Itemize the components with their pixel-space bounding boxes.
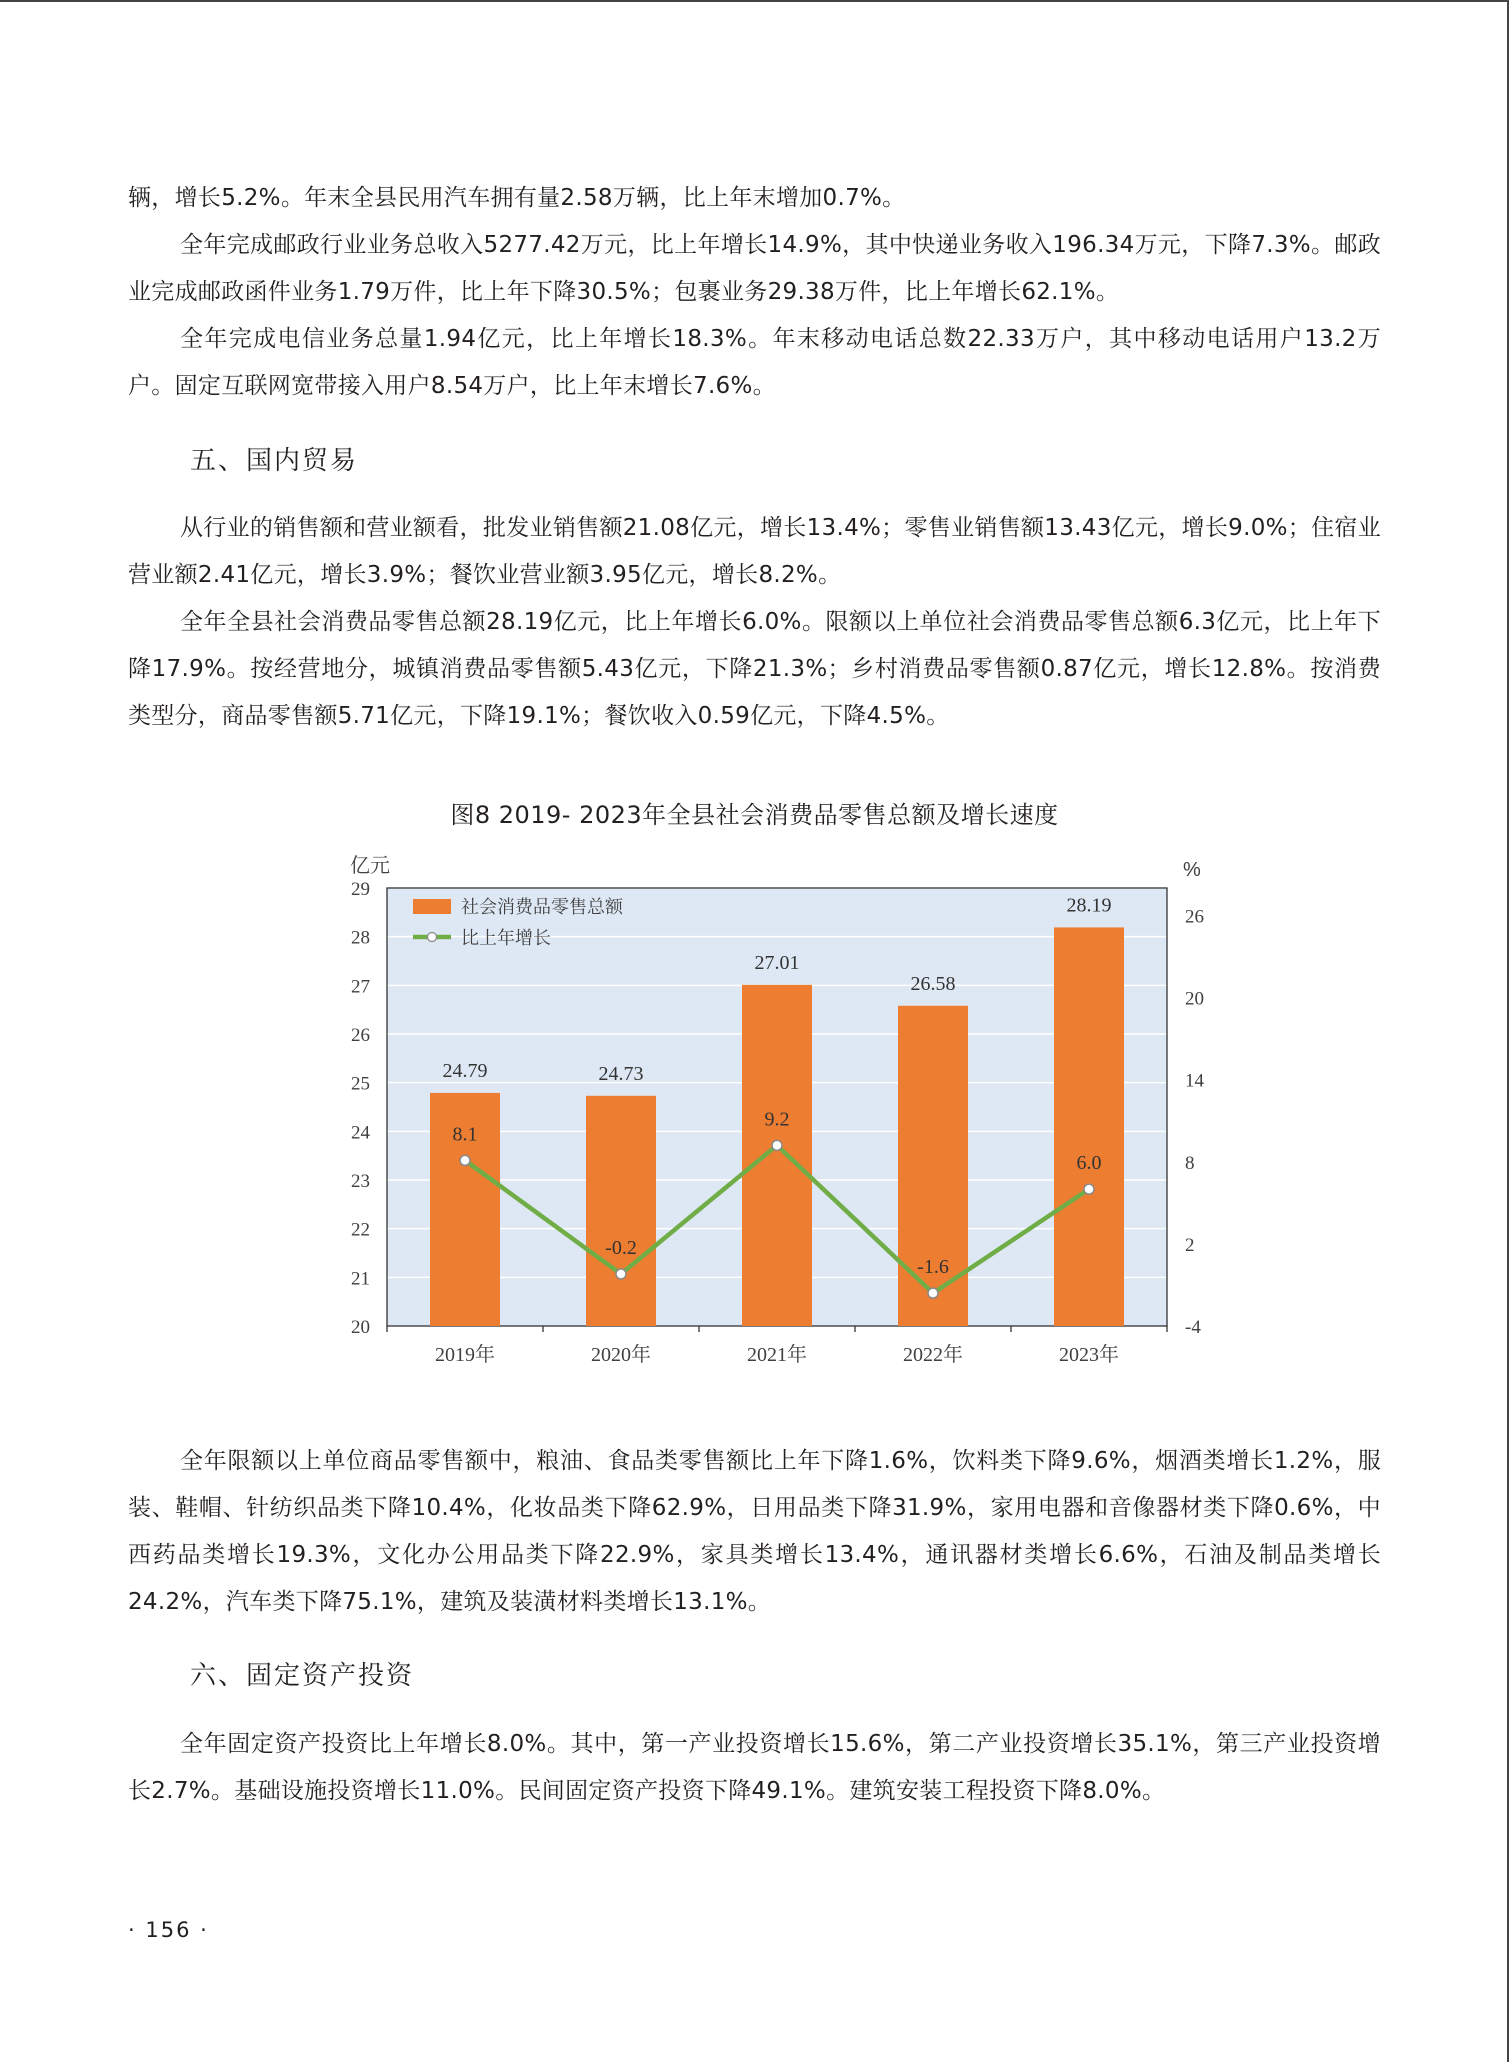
- growth-value-label: 9.2: [764, 1108, 790, 1131]
- right-axis-tick-label: 20: [1185, 988, 1204, 1010]
- bar-value-label: 26.58: [910, 972, 956, 995]
- legend-line-marker: [428, 933, 437, 942]
- x-axis-category-label: 2022年: [903, 1344, 963, 1366]
- bar-value-label: 27.01: [754, 951, 800, 974]
- paragraph-fixed-asset-investment: 全年固定资产投资比上年增长8.0%。其中，第一产业投资增长15.6%，第二产业投资增长35.1%，第三产业投资增长2.7%。基础设施投资增长11.0%。民间固定资产投资下降49.1%。建筑安装工程投资下降8.0%。: [128, 1731, 1381, 1804]
- left-axis-tick-label: 23: [351, 1171, 370, 1192]
- left-axis-tick-label: 22: [351, 1219, 370, 1241]
- paragraph-commodity-categories: 全年限额以上单位商品零售额中，粮油、食品类零售额比上年下降1.6%，饮料类下降9.6%，烟酒类增长1.2%，服装、鞋帽、针纺织品类下降10.4%，化妆品类下降62.9%，日用品类下降31.9%，家用电器和音像器材类下降0.6%，中西药品类增长19.3%，文化办公用品类下降22.9%，家具类增长13.4%，通讯器材类增长6.6%，石油及制品类增长24.2%，汽车类下降75.1%，建筑及装潢材料类增长13.1%。: [128, 1448, 1381, 1615]
- bar-value-label: 24.79: [442, 1059, 488, 1082]
- left-axis-tick-label: 26: [351, 1025, 370, 1046]
- growth-point-2023年: [1084, 1184, 1094, 1194]
- legend-bar-swatch: [413, 899, 451, 914]
- growth-value-label: 8.1: [452, 1123, 478, 1146]
- x-axis-category-label: 2021年: [747, 1344, 807, 1366]
- section-heading-fixed-asset-investment: 六、固定资产投资: [190, 1661, 415, 1691]
- bar-2021年: [742, 985, 812, 1326]
- legend-line-label: 比上年增长: [461, 928, 551, 948]
- paragraph-telecom: 全年完成电信业务总量1.94亿元，比上年增长18.3%。年末移动电话总数22.33万户，其中移动电话用户13.2万户。固定互联网宽带接入用户8.54万户，比上年末增长7.6%。: [128, 326, 1381, 399]
- bar-value-label: 24.73: [598, 1062, 644, 1085]
- legend-bar-label: 社会消费品零售总额: [461, 897, 623, 917]
- x-axis-category-label: 2023年: [1059, 1344, 1119, 1366]
- growth-point-2022年: [928, 1288, 938, 1298]
- right-axis-unit: %: [1183, 859, 1201, 881]
- right-axis-tick-label: -4: [1185, 1317, 1201, 1338]
- bar-2023年: [1054, 927, 1124, 1326]
- bar-2020年: [586, 1096, 656, 1326]
- figure-title: 图8 2019- 2023年全县社会消费品零售总额及增长速度: [450, 801, 1059, 829]
- left-axis-tick-label: 27: [351, 976, 370, 998]
- bar-value-label: 28.19: [1066, 894, 1112, 917]
- growth-point-2019年: [460, 1155, 470, 1165]
- right-axis-tick-label: 14: [1185, 1070, 1204, 1092]
- right-axis-tick-label: 8: [1185, 1152, 1195, 1174]
- paragraph-postal: 全年完成邮政行业业务总收入5277.42万元，比上年增长14.9%，其中快递业务收入196.34万元，下降7.3%。邮政业完成邮政函件业务1.79万件，比上年下降30.5%；包裹业务29.38万件，比上年增长62.1%。: [128, 232, 1381, 305]
- page-number: · 156 ·: [128, 1918, 209, 1942]
- growth-value-label: -0.2: [605, 1236, 637, 1259]
- left-axis-tick-label: 25: [351, 1073, 370, 1095]
- growth-value-label: 6.0: [1076, 1152, 1102, 1175]
- right-axis-tick-label: 2: [1185, 1234, 1195, 1256]
- left-axis-tick-label: 28: [351, 927, 370, 949]
- paragraph-retail-sales: 全年全县社会消费品零售总额28.19亿元，比上年增长6.0%。限额以上单位社会消费品零售总额6.3亿元，比上年下降17.9%。按经营地分，城镇消费品零售额5.43亿元，下降21.3%；乡村消费品零售额0.87亿元，增长12.8%。按消费类型分，商品零售额5.71亿元，下降19.1%；餐饮收入0.59亿元，下降4.5%。: [128, 609, 1381, 729]
- growth-value-label: -1.6: [917, 1256, 949, 1279]
- paragraph-vehicles: 辆，增长5.2%。年末全县民用汽车拥有量2.58万辆，比上年末增加0.7%。: [128, 185, 906, 211]
- growth-point-2021年: [772, 1140, 782, 1150]
- left-axis-tick-label: 24: [351, 1122, 370, 1144]
- x-axis-category-label: 2020年: [591, 1344, 651, 1366]
- left-axis-tick-label: 21: [351, 1268, 370, 1290]
- x-axis-category-label: 2019年: [435, 1344, 495, 1366]
- paragraph-sales-turnover: 从行业的销售额和营业额看，批发业销售额21.08亿元，增长13.4%；零售业销售额13.43亿元，增长9.0%；住宿业营业额2.41亿元，增长3.9%；餐饮业营业额3.95亿元，增长8.2%。: [128, 515, 1381, 588]
- section-heading-domestic-trade: 五、国内贸易: [190, 446, 359, 476]
- left-axis-unit: 亿元: [350, 855, 390, 877]
- right-axis-tick-label: 26: [1185, 906, 1204, 928]
- growth-point-2020年: [616, 1269, 626, 1279]
- left-axis-tick-label: 20: [351, 1317, 370, 1338]
- left-axis-tick-label: 29: [351, 879, 370, 900]
